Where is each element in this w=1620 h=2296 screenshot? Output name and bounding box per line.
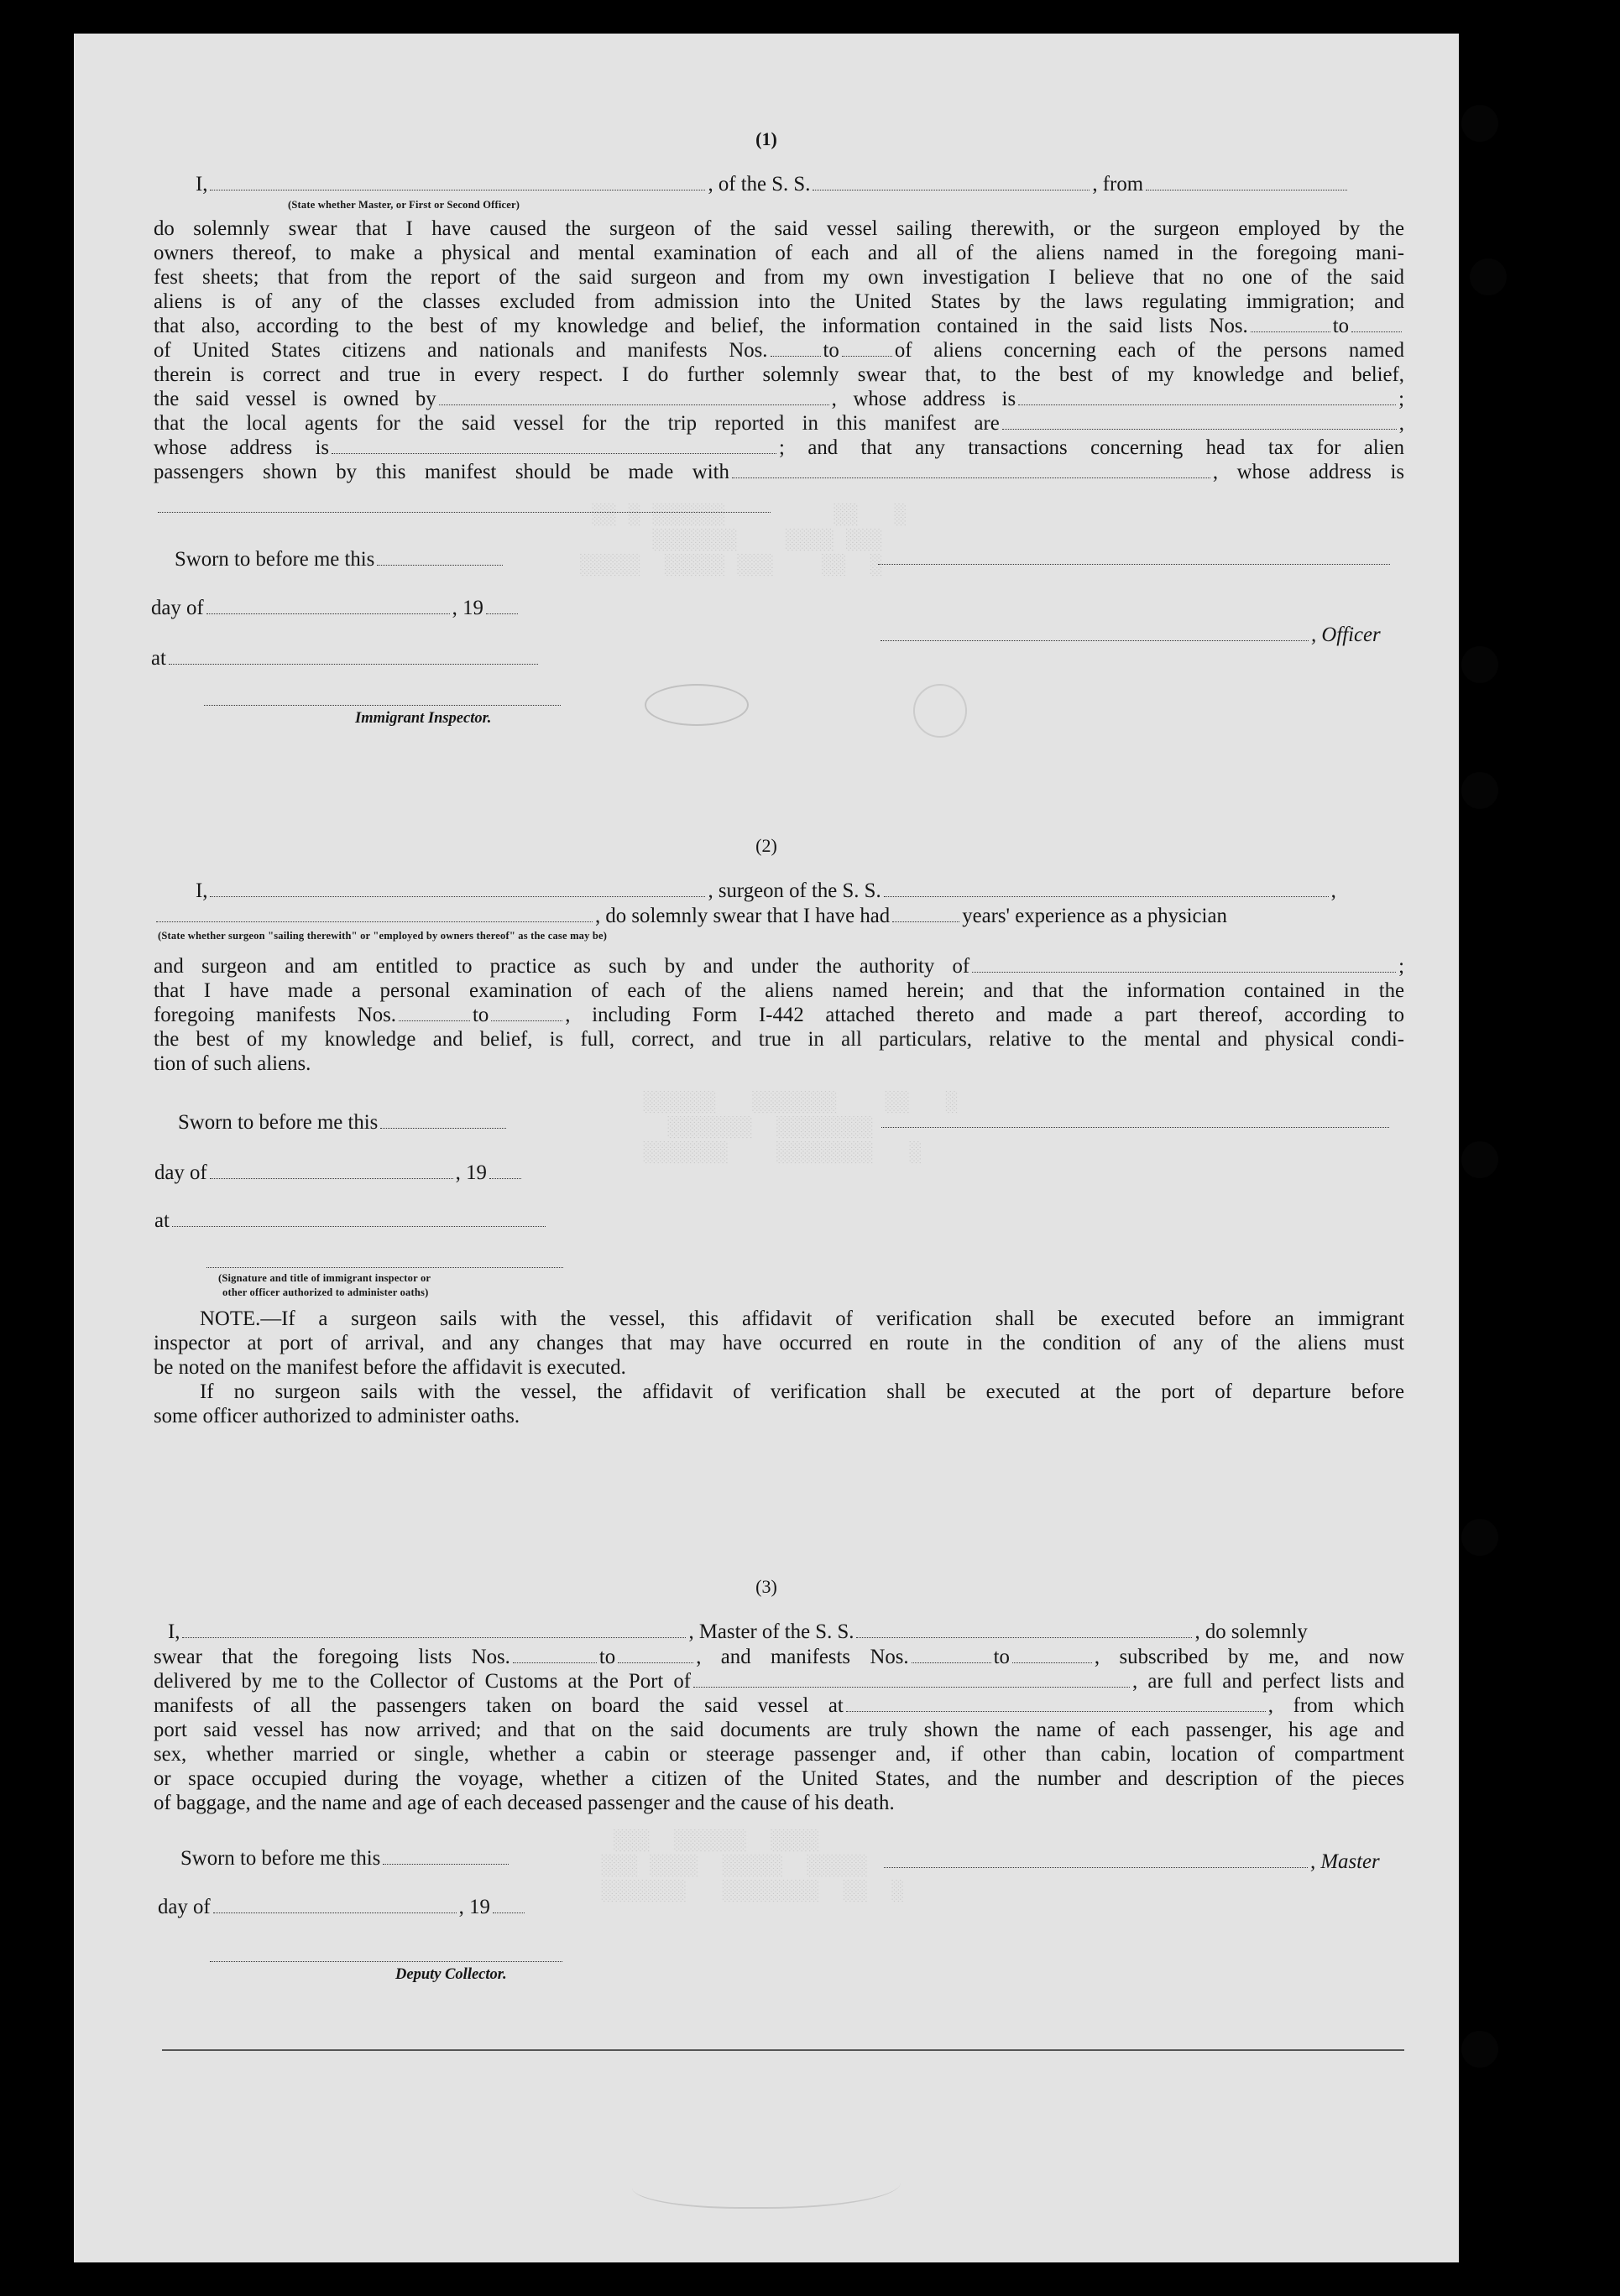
faint-handwriting-mark [632, 2157, 901, 2209]
s3-manifest-from-field[interactable] [912, 1647, 991, 1663]
s2-note-3: be noted on the manifest before the affidavit is executed. [154, 1356, 626, 1379]
s3-l2: swear that the foregoing lists Nos. to , and manifests Nos. to , subscribed by me, and now [154, 1646, 1405, 1668]
s3-master-sig-field[interactable] [884, 1852, 1308, 1868]
s1-l6: of United States citizens and nationals and manifests Nos. to of aliens concerning each of the persons named [154, 339, 1404, 362]
s2-l4: the best of my knowledge and belief, is full, correct, and true in all particulars, relative to the mental and physical condi- [154, 1028, 1404, 1051]
bleed-through-text: ░░░ ░░░░░░ ░░░░ ░░░ ░░░░ ░░░░░ ░░░░░ ░░░░░░░ ░░░░░░░░ ░░ ░ [601, 1830, 904, 1903]
section-2-title: (2) [755, 835, 777, 856]
s3-month-field[interactable] [213, 1897, 457, 1913]
s1-l4: aliens is of any of the classes excluded from admission into the United States by the laws regulating immigration; and [154, 290, 1404, 313]
s1-paragraph [154, 217, 1404, 484]
s1-day-of: day of , 19 [151, 596, 520, 621]
s2-vessel-field[interactable] [884, 881, 1329, 897]
s2-line0: I, , surgeon of the S. S. , [196, 879, 1336, 902]
section-1-title: (1) [755, 128, 777, 149]
s1-inspector-caption: Immigrant Inspector. [355, 710, 492, 727]
s1-inspector-sig-line[interactable] [204, 705, 561, 706]
s2-year-field[interactable] [489, 1163, 521, 1179]
s2-at: at [154, 1208, 548, 1234]
s1-l5: that also, according to the best of my knowledge and belief, the information contained in the said lists Nos. to [154, 314, 1404, 338]
punch-hole [1461, 646, 1498, 683]
s1-line0 [196, 172, 1350, 197]
s2-sworn: Sworn to before me this [178, 1110, 509, 1135]
s3-list-to-field[interactable] [618, 1647, 693, 1663]
local-agents-field[interactable] [1002, 414, 1397, 430]
punch-hole [1461, 1141, 1498, 1178]
s3-sworn: Sworn to before me this [180, 1846, 511, 1871]
s3-l4: manifests of all the passengers taken on board the said vessel at , from which [154, 1694, 1404, 1717]
s1-i-label: I, [196, 173, 208, 196]
faint-stamp-mark [645, 684, 749, 726]
s1-l9: that the local agents for the said vessel for the trip reported in this manifest are , [154, 412, 1404, 435]
s3-sworn-date-field[interactable] [383, 1849, 509, 1865]
s1-officer-sig-line-1[interactable] [878, 564, 1390, 565]
s1-at: at [151, 646, 541, 671]
s2-note-1: NOTE.—If a surgeon sails with the vessel, this affidavit of verification shall be executed before an immigrant [200, 1307, 1404, 1330]
s1-officer-line: , Officer [878, 623, 1381, 648]
s2-manifest-to-field[interactable] [491, 1005, 562, 1021]
s1-fine-master: (State whether Master, or First or Second Officer) [288, 199, 520, 211]
boarding-port-field[interactable] [846, 1696, 1266, 1712]
s3-l8: of baggage, and the name and age of each deceased passenger and the cause of his death. [154, 1792, 895, 1814]
s3-l7: or space occupied during the voyage, whether a citizen of the United States, and the number and description of the pieces [154, 1767, 1404, 1790]
s2-at-place-field[interactable] [172, 1211, 546, 1227]
s2-day-of: day of , 19 [154, 1161, 524, 1186]
s3-l5: port said vessel has now arrived; and that on the said documents are truly shown the name of each passenger, his age and [154, 1719, 1404, 1741]
bottom-rule [162, 2049, 1404, 2051]
s1-year-field[interactable] [486, 598, 518, 614]
s1-sworn-date-field[interactable] [377, 550, 503, 566]
punch-hole [1461, 1519, 1498, 1556]
s2-l5: tion of such aliens. [154, 1052, 311, 1075]
punch-hole [1461, 105, 1498, 142]
s3-year-field[interactable] [493, 1897, 525, 1913]
s1-l2: owners thereof, to make a physical and mental examination of each and all of the aliens named in the foregoing mani- [154, 242, 1404, 264]
head-tax-contact-field[interactable] [732, 462, 1210, 478]
owner-field[interactable] [439, 389, 829, 405]
s3-l6: sex, whether married or single, whether a cabin or steerage passenger and, if other than cabin, location of compartment [154, 1743, 1404, 1766]
s1-officer-sig-field[interactable] [881, 625, 1309, 641]
s2-paragraph [154, 954, 1404, 1076]
s1-address-continuation-line[interactable] [158, 512, 771, 513]
manifest-no-from-field[interactable] [771, 341, 821, 357]
s3-manifest-to-field[interactable] [1012, 1647, 1092, 1663]
s1-l1: do solemnly swear that I have caused the surgeon of the said vessel sailing therewith, or the surgeon employed by the [154, 217, 1404, 240]
s2-manifest-from-field[interactable] [399, 1005, 470, 1021]
s3-deputy-sig-line[interactable] [210, 1961, 562, 1962]
s2-note-5: some officer authorized to administer oaths. [154, 1405, 520, 1427]
collector-port-field[interactable] [693, 1672, 1130, 1688]
s1-sworn: Sworn to before me this [175, 547, 505, 572]
list-no-from-field[interactable] [1251, 316, 1330, 332]
punch-hole [1470, 258, 1507, 295]
punch-hole [1461, 772, 1498, 809]
section-3-title: (3) [755, 1576, 777, 1597]
manifest-no-to-field[interactable] [842, 341, 892, 357]
s1-month-field[interactable] [206, 598, 450, 614]
s2-fine-surgeon: (State whether surgeon "sailing therewith" or "employed by owners thereof" as the case may be) [158, 930, 608, 942]
vessel-name-field[interactable] [813, 175, 1090, 190]
surgeon-name-field[interactable] [210, 881, 705, 897]
s1-l7: therein is correct and true in every respect. I do further solemnly swear that, to the best of my knowledge and belief, [154, 363, 1404, 386]
bleed-through-text: ░░░░░░ ░░░░░░░ ░░ ░ ░░░░░░░ ░░░░░░░░ ░░░░░░░ ░░░░░░░░ ░ [643, 1092, 959, 1165]
agent-address-field[interactable] [332, 438, 776, 454]
s3-paragraph [154, 1645, 1404, 1815]
faint-stamp-mark [913, 684, 967, 738]
s2-sig-fine-1: (Signature and title of immigrant inspector or [218, 1272, 431, 1284]
s1-from: , from [1092, 173, 1144, 196]
s2-note-4: If no surgeon sails with the vessel, the affidavit of verification shall be executed at the port of departure before [200, 1380, 1404, 1403]
s3-list-from-field[interactable] [513, 1647, 597, 1663]
list-no-to-field[interactable] [1351, 316, 1402, 332]
s2-month-field[interactable] [210, 1163, 453, 1179]
s3-line0: I, , Master of the S. S. , do solemnly [168, 1620, 1308, 1643]
s2-note-2: inspector at port of arrival, and any changes that may have occurred en route in the condition of any of the aliens must [154, 1332, 1404, 1354]
s1-of-ss: , of the S. S. [708, 173, 811, 196]
bleed-through-text: ░░ ░ ░░░░░░ ░░ ░ ░░░░░░░ ░░░░ ░░░ ░░░░░ ░░░░░ ░░░ ░░ ░ [580, 504, 907, 577]
s3-l3: delivered by me to the Collector of Customs at the Port of , are full and perfect lists and [154, 1670, 1404, 1693]
s2-line1: , do solemnly swear that I have had years' experience as a physician [154, 904, 1227, 929]
s1-l10: whose address is ; and that any transactions concerning head tax for alien [154, 436, 1404, 459]
s2-l2: that I have made a personal examination of each of the aliens named herein; and that the information contained in the [154, 979, 1404, 1002]
s1-l8: the said vessel is owned by , whose address is ; [154, 388, 1404, 410]
surgeon-status-field[interactable] [156, 906, 593, 922]
years-experience-field[interactable] [892, 906, 959, 922]
s2-l3: foregoing manifests Nos. to , including Form I-442 attached thereto and made a part thereof, according to [154, 1004, 1404, 1026]
form-page [74, 34, 1459, 2262]
s3-vessel-field[interactable] [856, 1622, 1192, 1638]
practice-authority-field[interactable] [972, 957, 1396, 973]
s3-master-name-field[interactable] [182, 1622, 686, 1638]
s1-at-place-field[interactable] [169, 649, 538, 665]
from-port-field[interactable] [1146, 175, 1347, 190]
master-name-field[interactable] [210, 175, 705, 190]
s3-master-line: , Master [881, 1850, 1380, 1875]
s2-sig-fine-2: other officer authorized to administer oaths) [222, 1286, 429, 1298]
s2-note [154, 1307, 1404, 1428]
owner-address-field[interactable] [1018, 389, 1396, 405]
s2-sworn-date-field[interactable] [380, 1113, 506, 1129]
s3-deputy-caption: Deputy Collector. [395, 1966, 507, 1983]
s1-l11: passengers shown by this manifest should be made with , whose address is [154, 461, 1404, 483]
punch-hole [1461, 2031, 1498, 2068]
s2-sig-line-right[interactable] [881, 1127, 1389, 1128]
s2-l1: and surgeon and am entitled to practice as such by and under the authority of ; [154, 955, 1404, 978]
s3-day-of: day of , 19 [158, 1895, 527, 1920]
s1-l3: fest sheets; that from the report of the said surgeon and from my own investigation I believe that no one of the said [154, 266, 1404, 289]
s2-inspector-sig-line[interactable] [206, 1267, 563, 1268]
